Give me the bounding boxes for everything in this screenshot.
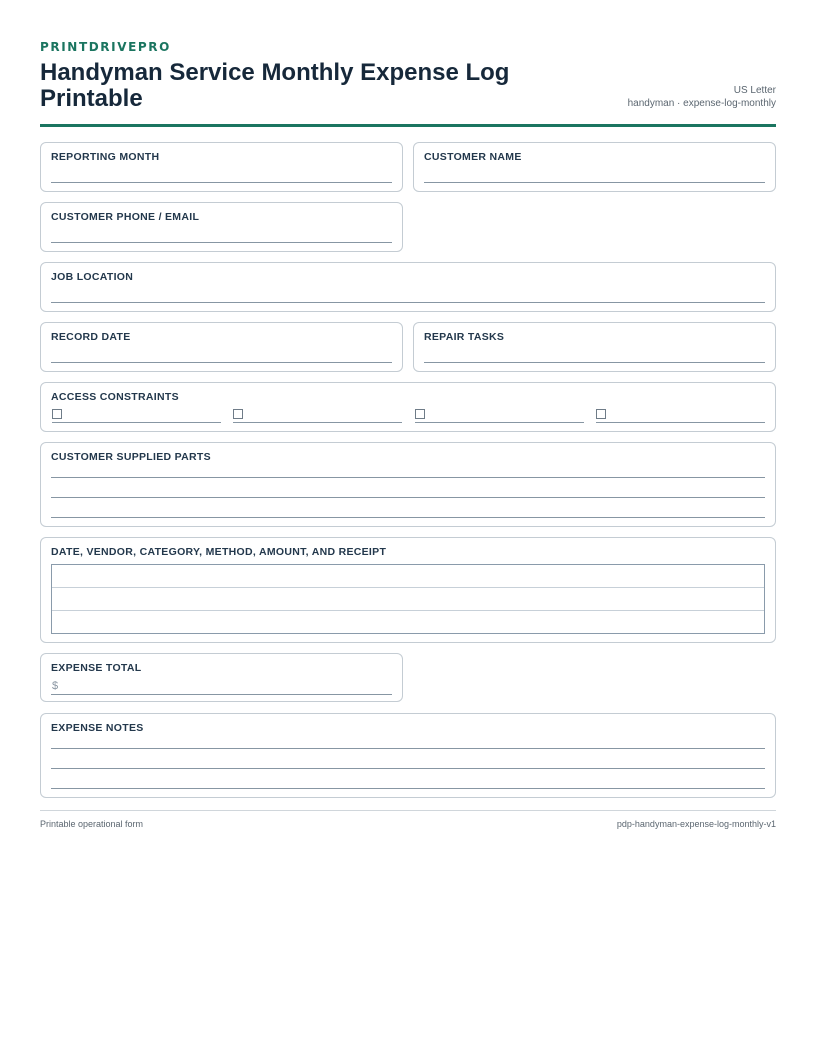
access-constraints-label: ACCESS CONSTRAINTS	[51, 391, 179, 403]
repair-tasks-label: REPAIR TASKS	[424, 331, 505, 343]
customer-contact-label: CUSTOMER PHONE / EMAIL	[51, 211, 200, 223]
job-location-field	[40, 262, 776, 312]
job-location-input-line[interactable]	[51, 302, 765, 303]
form-slug: handyman · expense-log-monthly	[627, 98, 776, 109]
form-meta	[628, 84, 776, 110]
customer-name-input-line[interactable]	[424, 182, 765, 183]
parts-input-line-3[interactable]	[51, 517, 765, 518]
page-title: Handyman Service Monthly Expense Log Printable	[40, 59, 510, 112]
access-constraints-field	[40, 382, 776, 432]
access-option-line-4[interactable]	[596, 422, 765, 423]
form-page	[40, 40, 776, 127]
repair-tasks-field	[413, 322, 776, 372]
expense-total-field	[40, 653, 403, 702]
access-checkbox-4[interactable]	[596, 409, 606, 419]
page-footer	[40, 810, 776, 829]
customer-supplied-parts-label: CUSTOMER SUPPLIED PARTS	[51, 451, 211, 463]
expense-notes-label: EXPENSE NOTES	[51, 722, 144, 734]
footer-form-id: pdp-handyman-expense-log-monthly-v1	[616, 819, 776, 829]
parts-input-line-2[interactable]	[51, 497, 765, 498]
customer-contact-input-line[interactable]	[51, 242, 392, 243]
reporting-month-field	[40, 142, 403, 192]
notes-input-line-3[interactable]	[51, 788, 765, 789]
access-option-line-1[interactable]	[52, 422, 221, 423]
expense-table-row[interactable]	[52, 565, 764, 588]
parts-input-line-1[interactable]	[51, 477, 765, 478]
expense-table-row[interactable]	[52, 588, 764, 611]
reporting-month-label: REPORTING MONTH	[51, 151, 160, 163]
expense-notes-field	[40, 713, 776, 798]
record-date-label: RECORD DATE	[51, 331, 131, 343]
job-location-label: JOB LOCATION	[51, 271, 134, 283]
record-date-field	[40, 322, 403, 372]
footer-description: Printable operational form	[40, 819, 144, 829]
expense-table-row[interactable]	[52, 611, 764, 634]
paper-size: US Letter	[733, 85, 776, 96]
reporting-month-input-line[interactable]	[51, 182, 392, 183]
currency-symbol: $	[52, 680, 59, 692]
form-header	[40, 40, 776, 127]
brand-name: PRINTDRIVEPRO	[40, 40, 171, 54]
expense-table-label: DATE, VENDOR, CATEGORY, METHOD, AMOUNT, AND RECEIPT	[51, 546, 387, 558]
access-checkbox-3[interactable]	[415, 409, 425, 419]
access-checkbox-2[interactable]	[233, 409, 243, 419]
customer-name-label: CUSTOMER NAME	[424, 151, 522, 163]
repair-tasks-input-line[interactable]	[424, 362, 765, 363]
expense-total-input-line[interactable]	[51, 694, 392, 695]
access-option-line-2[interactable]	[233, 422, 402, 423]
customer-contact-field	[40, 202, 403, 252]
expense-total-label: EXPENSE TOTAL	[51, 662, 142, 674]
expense-table-section	[40, 537, 776, 643]
customer-supplied-parts-field	[40, 442, 776, 527]
access-option-line-3[interactable]	[415, 422, 584, 423]
access-checkbox-1[interactable]	[52, 409, 62, 419]
record-date-input-line[interactable]	[51, 362, 392, 363]
expense-table	[51, 564, 765, 634]
notes-input-line-2[interactable]	[51, 768, 765, 769]
customer-name-field	[413, 142, 776, 192]
notes-input-line-1[interactable]	[51, 748, 765, 749]
